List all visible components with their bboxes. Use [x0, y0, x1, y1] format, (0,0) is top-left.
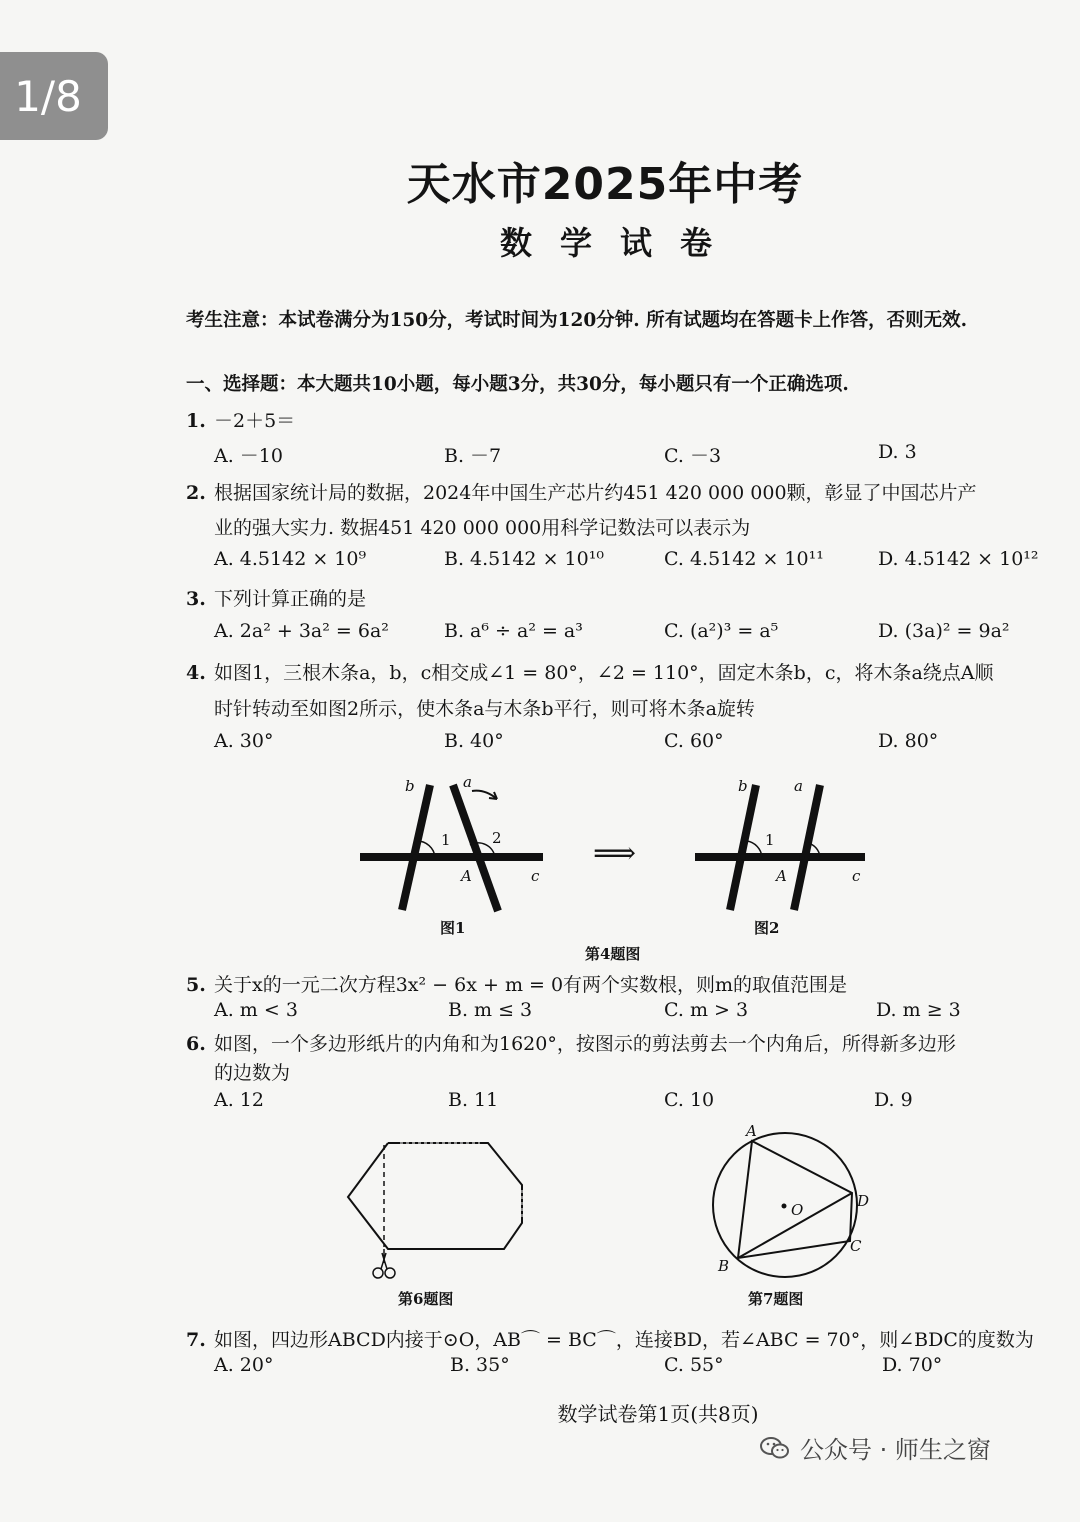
option-b: B. 35° — [450, 1354, 510, 1376]
option-a: A. 4.5142 × 10⁹ — [214, 548, 367, 570]
point-a-dot — [475, 854, 481, 860]
question-6 — [186, 1029, 956, 1056]
watermark-text: 公众号 · 师生之窗 — [800, 1436, 991, 1464]
question-number: 1. — [186, 410, 206, 432]
option-c: C. 10 — [664, 1089, 715, 1111]
figure-6-caption: 第6题图 — [398, 1290, 454, 1308]
label-a: a — [463, 773, 472, 791]
question-number: 3. — [186, 588, 206, 610]
wechat-icon — [760, 1436, 790, 1460]
option-d: D. 4.5142 × 10¹² — [878, 548, 1039, 570]
label-c: c — [852, 867, 861, 885]
label-point-a: A — [776, 867, 787, 885]
question-text: －2＋5＝ — [214, 410, 296, 432]
option-a: A. m < 3 — [214, 999, 298, 1021]
label-angle-1: 1 — [441, 831, 451, 849]
option-b: B. a⁶ ÷ a² = a³ — [444, 620, 583, 642]
section-heading: 一、选择题：本大题共10小题，每小题3分，共30分，每小题只有一个正确选项. — [186, 374, 849, 395]
option-d: D. 3 — [878, 441, 917, 463]
question-text-continued: 时针转动至如图2所示，使木条a与木条b平行，则可将木条a旋转 — [214, 698, 755, 720]
label-b: b — [405, 777, 415, 795]
figure-4-left-caption: 图1 — [440, 919, 466, 937]
implies-arrow-icon: ⟹ — [593, 836, 637, 871]
option-d: D. (3a)² = 9a² — [878, 620, 1010, 642]
option-d: D. 9 — [874, 1089, 913, 1111]
figure-7-circle — [700, 1118, 900, 1288]
page-counter-badge: 1/8 — [0, 52, 108, 140]
exam-subtitle: 数学试卷 — [499, 224, 740, 262]
figure-4-caption: 第4题图 — [585, 945, 641, 963]
label-o: O — [791, 1201, 804, 1219]
option-a: A. 2a² + 3a² = 6a² — [214, 620, 389, 642]
question-number: 2. — [186, 482, 206, 504]
label-a: A — [746, 1122, 757, 1140]
label-c: C — [850, 1237, 862, 1255]
question-text: 下列计算正确的是 — [214, 588, 367, 610]
question-text: 如图，四边形ABCD内接于⊙O，AB⌒ = BC⌒，连接BD，若∠ABC = 70°，则∠BDC的度数为 — [214, 1329, 1034, 1351]
figure-6-polygon — [340, 1135, 540, 1285]
option-a: A. 20° — [214, 1354, 274, 1376]
option-a: A. －10 — [214, 445, 283, 467]
question-number: 7. — [186, 1329, 206, 1351]
option-b: B. m ≤ 3 — [448, 999, 533, 1021]
question-number: 4. — [186, 662, 206, 684]
question-number: 5. — [186, 974, 206, 996]
label-d: D — [857, 1192, 870, 1210]
figure-4-right-caption: 图2 — [754, 919, 780, 937]
stick-b — [730, 785, 756, 910]
figure-4-diagram-1 — [355, 775, 555, 925]
exam-title: 天水市2025年中考 — [406, 159, 804, 210]
question-number: 6. — [186, 1033, 206, 1055]
option-a: A. 12 — [214, 1089, 264, 1111]
option-d: D. m ≥ 3 — [876, 999, 961, 1021]
exam-notice: 考生注意：本试卷满分为150分，考试时间为120分钟. 所有试题均在答题卡上作答，否则无效. — [186, 310, 968, 331]
question-1 — [186, 406, 295, 433]
option-c: C. 4.5142 × 10¹¹ — [664, 548, 824, 570]
option-c: C. (a²)³ = a⁵ — [664, 620, 779, 642]
figure-7-caption: 第7题图 — [748, 1290, 804, 1308]
intersection-dot — [412, 854, 418, 860]
question-text-continued: 的边数为 — [214, 1062, 291, 1084]
option-c: C. m > 3 — [664, 999, 749, 1021]
stick-b — [402, 785, 430, 910]
question-7 — [186, 1325, 1034, 1352]
center-o-dot — [782, 1204, 787, 1209]
polygon-edges — [348, 1143, 522, 1249]
option-b: B. 4.5142 × 10¹⁰ — [444, 548, 604, 570]
watermark — [760, 1430, 991, 1465]
question-text: 根据国家统计局的数据，2024年中国生产芯片约451 420 000 000颗，彰显了中国芯片产 — [214, 482, 977, 504]
question-text-continued: 业的强大实力. 数据451 420 000 000用科学记数法可以表示为 — [214, 517, 751, 539]
question-3 — [186, 584, 366, 611]
option-c: C. －3 — [664, 445, 722, 467]
label-a: a — [794, 777, 803, 795]
option-b: B. 40° — [444, 730, 504, 752]
label-angle-1: 1 — [765, 831, 775, 849]
question-2 — [186, 478, 977, 505]
option-b: B. －7 — [444, 445, 502, 467]
label-point-a: A — [461, 867, 472, 885]
label-angle-2: 2 — [492, 829, 502, 847]
point-a-dot — [799, 854, 805, 860]
option-c: C. 55° — [664, 1354, 724, 1376]
option-a: A. 30° — [214, 730, 274, 752]
quadrilateral-abcd — [738, 1141, 852, 1258]
question-text: 如图，一个多边形纸片的内角和为1620°，按图示的剪法剪去一个内角后，所得新多边形 — [214, 1033, 956, 1055]
label-c: c — [531, 867, 540, 885]
question-4 — [186, 658, 994, 685]
label-b: B — [718, 1257, 730, 1275]
option-b: B. 11 — [448, 1089, 499, 1111]
question-text: 关于x的一元二次方程3x² − 6x + m = 0有两个实数根，则m的取值范围是 — [214, 974, 848, 996]
question-5 — [186, 970, 847, 997]
intersection-dot — [740, 854, 746, 860]
question-text: 如图1，三根木条a，b，c相交成∠1 = 80°，∠2 = 110°，固定木条b，c，将木条a绕点A顺 — [214, 662, 994, 684]
option-d: D. 80° — [878, 730, 939, 752]
option-c: C. 60° — [664, 730, 724, 752]
figure-4-diagram-2 — [690, 775, 880, 925]
page-footer: 数学试卷第1页(共8页) — [557, 1402, 759, 1426]
option-d: D. 70° — [882, 1354, 943, 1376]
label-b: b — [738, 777, 748, 795]
